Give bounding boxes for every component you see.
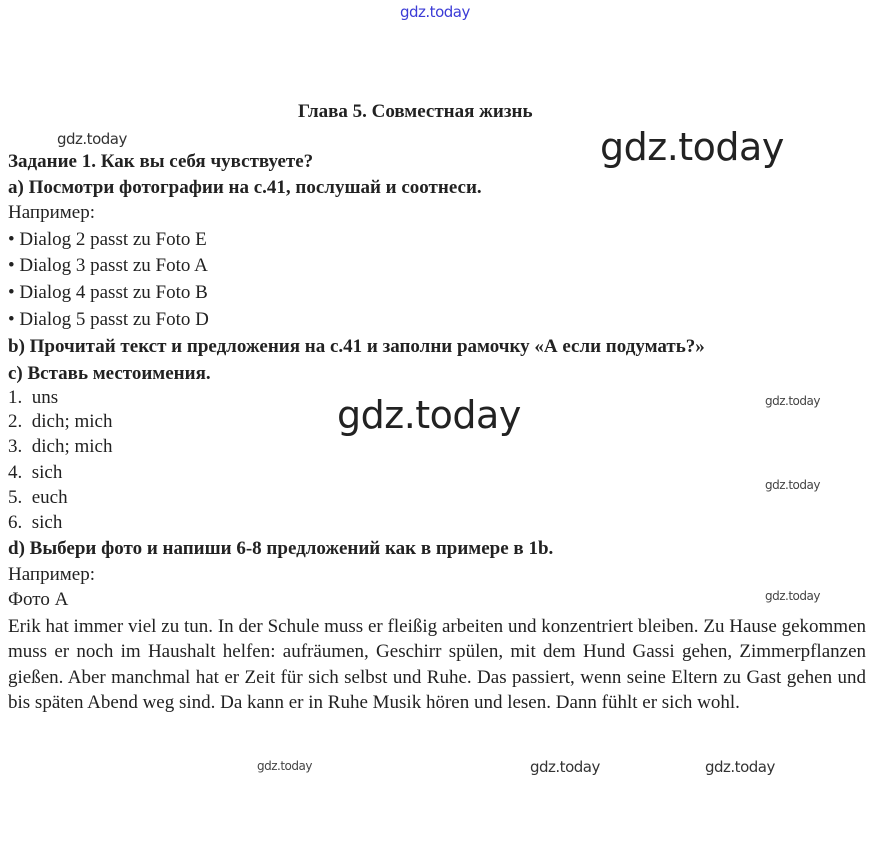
answer-num: 4. — [8, 462, 23, 483]
answer-text: uns — [31, 387, 59, 408]
part-d: d) Выбери фото и напиши 6-8 предложений как в примере в 1b. — [8, 538, 554, 559]
watermark: gdz.today — [765, 589, 820, 603]
watermark: gdz.today — [257, 759, 312, 773]
task-title: Задание 1. Как вы себя чувствуете? — [8, 151, 314, 172]
watermark: gdz.today — [530, 758, 600, 776]
answer-num: 3. — [8, 436, 23, 457]
answer-item — [8, 436, 112, 458]
answer-text: sich — [31, 462, 63, 483]
answer-num: 2. — [8, 411, 23, 432]
photo-label: Фото А — [8, 589, 69, 610]
answer-num: 6. — [8, 512, 23, 533]
answer-text: dich; mich — [31, 411, 113, 432]
example-paragraph: Erik hat immer viel zu tun. In der Schule muss er fleißig arbeiten und konzentriert bleiben. Zu Hause gekommen muss er noch im Haushalt helfen: aufräumen, Geschirr spülen, mit dem Hund Gassi gehen, Zimmerpflanzen gießen. Aber manchmal hat er Zeit für sich selbst und Ruhe. Das passiert, wenn seine Eltern zu Gast gehen und bis späten Abend weg sind. Da kann er in Ruhe Musik hören und lesen. Dann fühlt er sich wohl. — [8, 616, 866, 713]
answer-item — [8, 387, 58, 409]
answer-item — [8, 462, 62, 484]
example-label: Например: — [8, 564, 95, 585]
answer-item — [8, 487, 68, 509]
part-a: а) Посмотри фотографии на с.41, послушай и соотнеси. — [8, 177, 482, 198]
bullet-text: Dialog 4 passt zu Foto B — [19, 282, 208, 303]
watermark-top: gdz.today — [400, 3, 470, 21]
watermark: gdz.today — [765, 394, 820, 408]
bullet-item: • Dialog 5 passt zu Foto D — [8, 309, 209, 330]
bullet-item: • Dialog 4 passt zu Foto B — [8, 282, 208, 303]
answer-text: sich — [31, 512, 63, 533]
example-label: Например: — [8, 202, 95, 223]
bullet-text: Dialog 2 passt zu Foto E — [19, 229, 207, 250]
watermark: gdz.today — [765, 478, 820, 492]
bullet-item: • Dialog 3 passt zu Foto A — [8, 255, 208, 276]
chapter-title: Глава 5. Совместная жизнь — [298, 101, 533, 122]
watermark-large: gdz.today — [337, 393, 521, 437]
answer-item — [8, 512, 62, 534]
answer-text: euch — [31, 487, 68, 508]
answer-num: 1. — [8, 387, 23, 408]
part-b: b) Прочитай текст и предложения на с.41 и заполни рамочку «А если подумать?» — [8, 336, 705, 357]
bullet-text: Dialog 5 passt zu Foto D — [19, 309, 209, 330]
part-c: с) Вставь местоимения. — [8, 363, 211, 384]
bullet-item: • Dialog 2 passt zu Foto E — [8, 229, 207, 250]
answer-text: dich; mich — [31, 436, 113, 457]
watermark: gdz.today — [57, 130, 127, 148]
watermark-large: gdz.today — [600, 125, 784, 169]
answer-item — [8, 411, 112, 433]
bullet-text: Dialog 3 passt zu Foto A — [19, 255, 208, 276]
watermark: gdz.today — [705, 758, 775, 776]
answer-num: 5. — [8, 487, 23, 508]
